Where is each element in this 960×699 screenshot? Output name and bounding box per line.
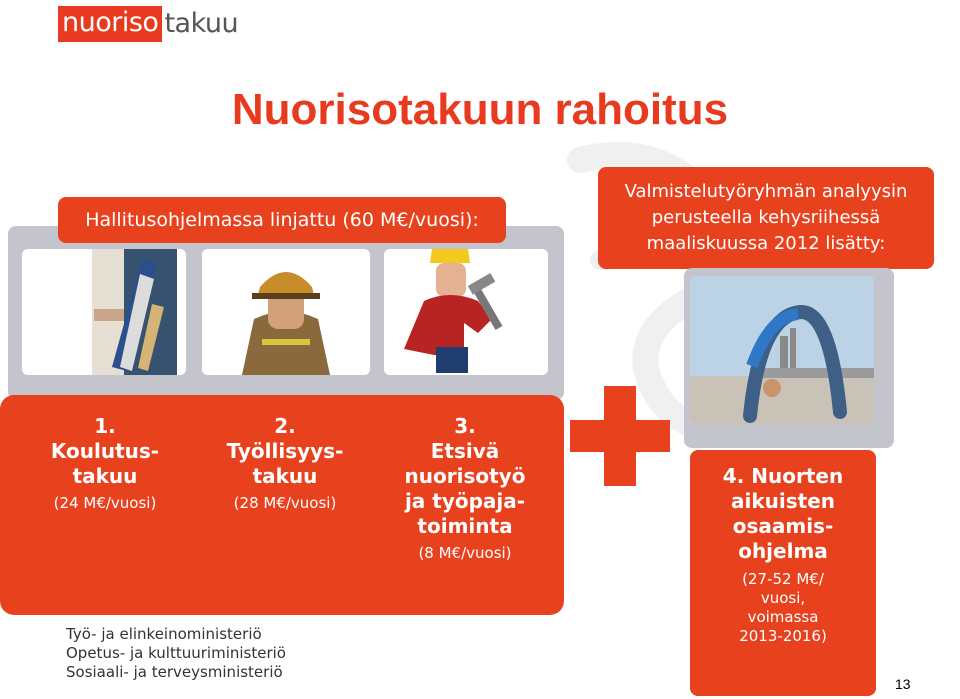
card-1-line-3: takuu [72, 464, 138, 488]
ministry-1: Työ- ja elinkeinoministeriö [66, 625, 262, 643]
card-2-line-3: takuu [252, 464, 318, 488]
card-1-number: 1. [94, 414, 116, 438]
card-4-line-4: ohjelma [738, 539, 828, 563]
card-education-guarantee [26, 402, 184, 608]
card-4-line-3: osaamis- [732, 514, 834, 538]
logo [58, 6, 238, 42]
page-number: 13 [895, 676, 911, 692]
gymnast-photo [690, 276, 874, 424]
slide-title: Nuorisotakuun rahoitus [231, 85, 729, 134]
card-2-funding: (28 M€/vuosi) [233, 494, 337, 512]
callout-working-group-text: Valmistelutyöryhmän analyysin perusteella kehysriihessä maaliskuussa 2012 lisätty: [624, 181, 908, 254]
card-youth-outreach [386, 402, 544, 608]
card-1-line-2: Koulutus- [50, 439, 160, 463]
ministries-list [66, 625, 286, 682]
card-4-line-2: aikuisten [730, 489, 835, 513]
card-adult-skills-programme [690, 450, 876, 696]
ministry-3: Sosiaali- ja terveysministeriö [66, 663, 283, 681]
card-4-funding-line-1: (27-52 M€/ [742, 570, 824, 588]
card-3-line-4: ja työpaja- [404, 489, 526, 513]
card-4-funding-line-4: 2013-2016) [739, 627, 827, 645]
card-3-funding: (8 M€/vuosi) [418, 544, 512, 562]
card-3-number: 3. [454, 414, 476, 438]
card-2-line-2: Työllisyys- [226, 439, 344, 463]
logo-part-2: takuu [164, 8, 239, 39]
card-3-line-3: nuorisotyö [404, 464, 526, 488]
callout-government-programme [58, 197, 506, 243]
ministry-2: Opetus- ja kulttuuriministeriö [66, 644, 286, 662]
card-2-number: 2. [274, 414, 296, 438]
worker-photo [384, 249, 548, 375]
firefighter-photo [202, 249, 370, 375]
card-4-funding [690, 570, 876, 646]
card-1-funding: (24 M€/vuosi) [53, 494, 157, 512]
student-photo [22, 249, 186, 375]
card-4-funding-line-3: voimassa [747, 608, 819, 626]
card-4-funding-line-2: vuosi, [760, 589, 806, 607]
card-3-line-5: toiminta [417, 514, 513, 538]
card-4-line-1: 4. Nuorten [722, 464, 844, 488]
logo-part-1: nuoriso [58, 6, 162, 42]
card-3-line-2: Etsivä [430, 439, 500, 463]
callout-working-group [598, 167, 934, 269]
card-employment-guarantee [206, 402, 364, 608]
callout-government-programme-text: Hallitusohjelmassa linjattu (60 M€/vuosi): [85, 209, 479, 231]
